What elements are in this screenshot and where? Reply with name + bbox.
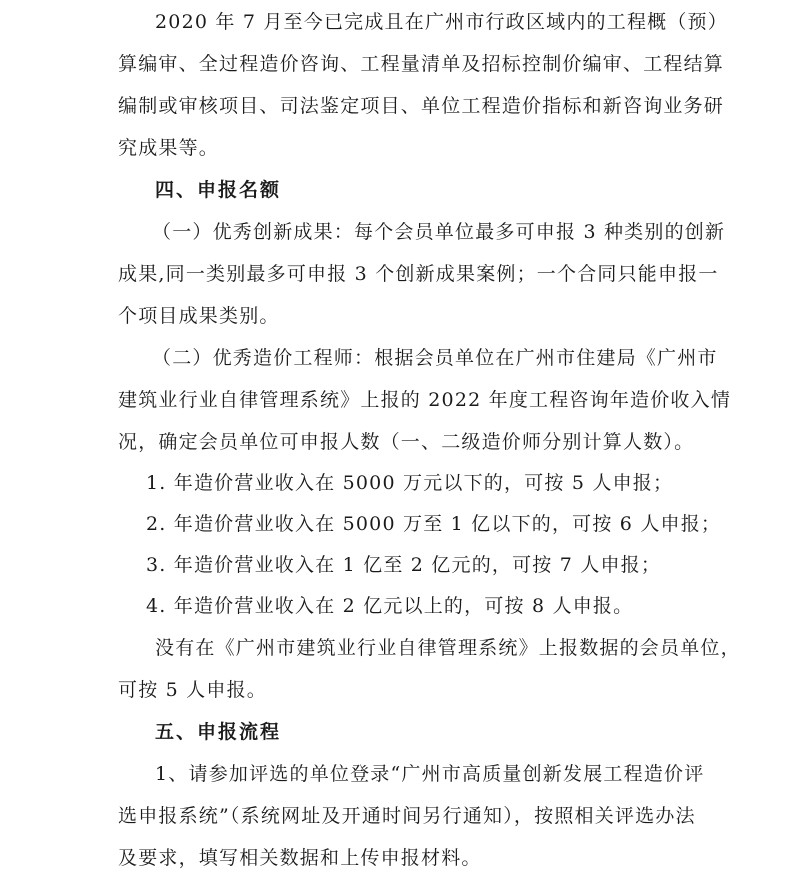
section-4-p1-line-3: 个项目成果类别。 xyxy=(118,305,280,327)
intro-line-1: 2020 年 7 月至今已完成且在广州市行政区域内的工程概（预） xyxy=(155,11,728,33)
list-item: 1. 年造价营业收入在 5000 万元以下的，可按 5 人申报； xyxy=(146,472,674,494)
section-5-heading: 五、申报流程 xyxy=(155,721,282,743)
intro-line-2: 算编审、全过程造价咨询、工程量清单及招标控制价编审、工程结算 xyxy=(118,53,725,75)
section-5-p1-line-1: 1、请参加评选的单位登录“广州市高质量创新发展工程造价评 xyxy=(155,763,705,785)
section-4-heading: 四、申报名额 xyxy=(155,179,282,201)
section-4-p1-line-1: （一）优秀创新成果：每个会员单位最多可申报 3 种类别的创新 xyxy=(152,221,726,243)
intro-line-3: 编制或审核项目、司法鉴定项目、单位工程造价指标和新咨询业务研 xyxy=(118,95,725,117)
section-4-p2-line-2: 建筑业行业自律管理系统》上报的 2022 年度工程咨询年造价收入情 xyxy=(118,389,732,411)
section-4-p3-line-2: 可按 5 人申报。 xyxy=(118,679,267,701)
section-4-p1-line-2: 成果,同一类别最多可申报 3 个创新成果案例；一个合同只能申报一 xyxy=(118,263,719,285)
list-item: 2. 年造价营业收入在 5000 万至 1 亿以下的，可按 6 人申报； xyxy=(146,513,722,535)
list-item: 3. 年造价营业收入在 1 亿至 2 亿元的，可按 7 人申报； xyxy=(146,554,662,576)
section-4-p2-line-1: （二）优秀造价工程师：根据会员单位在广州市住建局《广州市 xyxy=(152,347,718,369)
intro-line-4: 究成果等。 xyxy=(118,137,220,159)
list-item: 4. 年造价营业收入在 2 亿元以上的，可按 8 人申报。 xyxy=(146,595,634,617)
section-4-p3-line-1: 没有在《广州市建筑业行业自律管理系统》上报数据的会员单位， xyxy=(155,637,741,659)
section-5-p1-line-2: 选申报系统”（系统网址及开通时间另行通知），按照相关评选办法 xyxy=(118,805,696,827)
section-4-p2-line-3: 况，确定会员单位可申报人数（一、二级造价师分别计算人数）。 xyxy=(118,431,695,453)
section-5-p1-line-3: 及要求，填写相关数据和上传申报材料。 xyxy=(118,847,482,869)
